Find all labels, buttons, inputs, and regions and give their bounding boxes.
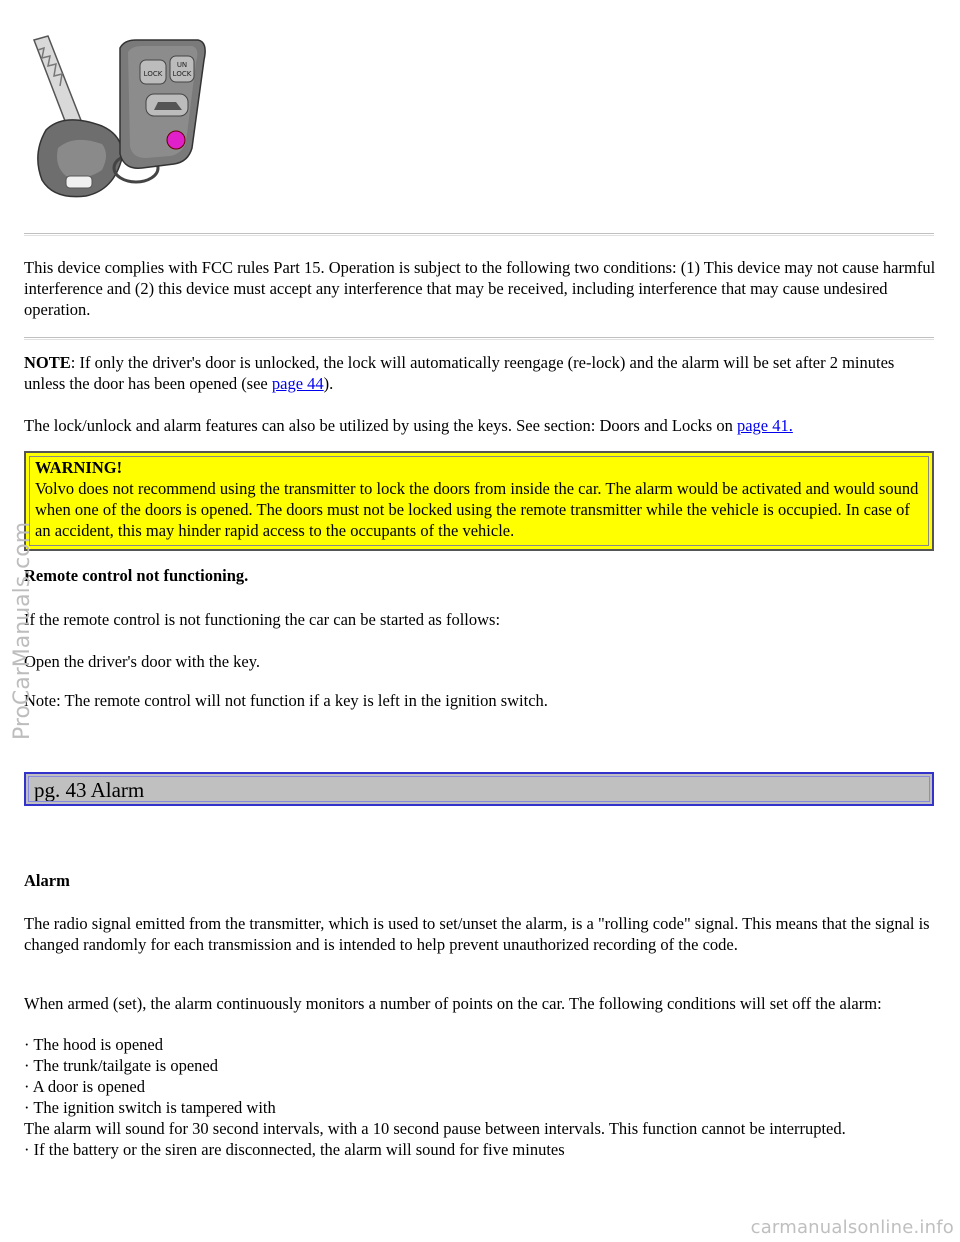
keys-text: The lock/unlock and alarm features can also be utilized by using the keys. See section: Doors and Locks on xyxy=(24,416,737,435)
note-end: ). xyxy=(323,374,334,393)
remote-heading: Remote control not functioning. xyxy=(24,566,249,585)
alarm-heading: Alarm xyxy=(24,871,70,890)
key-icon xyxy=(34,36,122,197)
divider xyxy=(24,337,934,339)
keys-paragraph xyxy=(24,415,936,436)
note-text: : If only the driver's door is unlocked, the lock will automatically reengage (re-lock) and the alarm will be set after 2 minutes unless the door has been opened (see xyxy=(24,353,895,393)
warning-box xyxy=(24,451,934,551)
list-item: · A door is opened xyxy=(24,1077,145,1096)
watermark-bottom: carmanualsonline.info xyxy=(750,1217,954,1238)
unlock-button-label-bottom: LOCK xyxy=(172,70,192,78)
fcc-notice: This device complies with FCC rules Part 15. Operation is subject to the following two conditions: (1) This device may not cause harmful interference and (2) this device must accept any interference that may be received, including interference that may cause undesired operation. xyxy=(24,258,936,319)
watermark-left xyxy=(2,510,42,740)
note-paragraph xyxy=(24,352,936,394)
warning-text: Volvo does not recommend using the transmitter to lock the doors from inside the car. The alarm would be activated and would sound when one of the doors is opened. The doors must not be locked using the remote transmitter while the vehicle is occupied. In case of an accident, this may hinder rapid access to the occupants of the vehicle. xyxy=(35,479,919,540)
section-bar: pg. 43 Alarm xyxy=(24,772,934,806)
key-remote-illustration xyxy=(24,30,224,205)
lock-button-label: LOCK xyxy=(143,70,163,78)
alarm-paragraph-2: When armed (set), the alarm continuously monitors a number of points on the car. The following conditions will set off the alarm: xyxy=(24,994,882,1013)
alarm-paragraph-1: The radio signal emitted from the transmitter, which is used to set/unset the alarm, is a "rolling code" signal. This means that the signal is changed randomly for each transmission and is intended to help prevent unauthorized recording of the code. xyxy=(24,914,930,954)
list-item: · The trunk/tailgate is opened xyxy=(24,1056,218,1075)
alarm-paragraph-4: · If the battery or the siren are disconnected, the alarm will sound for five minutes xyxy=(24,1140,565,1159)
warning-title: WARNING! xyxy=(35,458,123,477)
watermark-left-text: ProCarManuals.com xyxy=(10,521,35,740)
remote-paragraph-2: Open the driver's door with the key. xyxy=(24,652,261,671)
list-item: · The hood is opened xyxy=(24,1035,164,1054)
alarm-paragraph-3: The alarm will sound for 30 second intervals, with a 10 second pause between intervals. This function cannot be interrupted. xyxy=(24,1119,846,1138)
alarm-condition-list xyxy=(24,1034,936,1160)
remote-paragraph-1: If the remote control is not functioning the car can be started as follows: xyxy=(24,610,501,629)
note-label: NOTE xyxy=(24,353,71,372)
remote-transmitter-icon xyxy=(120,40,205,168)
page-41-link[interactable]: page 41. xyxy=(736,416,793,435)
remote-paragraph-3: Note: The remote control will not function if a key is left in the ignition switch. xyxy=(24,691,548,710)
unlock-button-label-top: UN xyxy=(176,61,188,69)
page-44-link[interactable]: page 44 xyxy=(271,374,324,393)
divider xyxy=(24,233,934,235)
list-item: · The ignition switch is tampered with xyxy=(24,1098,276,1117)
